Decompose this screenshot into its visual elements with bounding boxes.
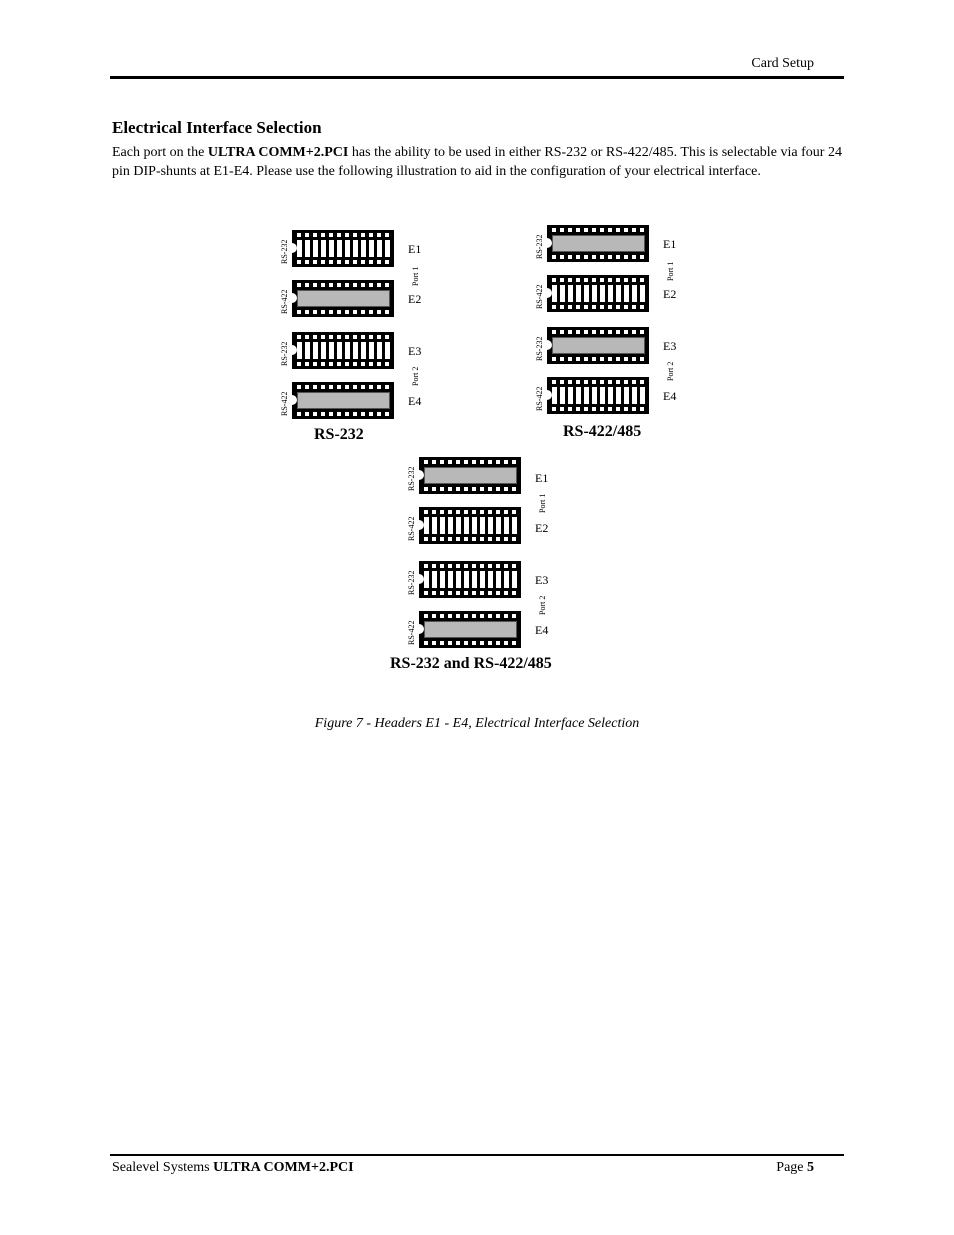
header-label: E3 (408, 344, 422, 358)
dip-chip (419, 507, 521, 544)
pin-row (424, 591, 517, 595)
side-label: RS-232 (535, 234, 544, 259)
header-e1 (419, 457, 521, 494)
port-label: Port 1 (666, 261, 675, 281)
pin-row (424, 641, 517, 645)
pin-row (297, 362, 390, 366)
dip-body-g2-h2 (424, 571, 517, 588)
pin-row (297, 283, 390, 287)
pin-row (552, 407, 645, 411)
running-header: Card Setup (751, 56, 814, 71)
dip-body-g0-h2 (297, 342, 390, 359)
header-e2 (419, 507, 521, 544)
pin-row (552, 380, 645, 384)
dip-body-g1-h0 (552, 235, 645, 252)
dip-chip (547, 225, 649, 262)
side-label: RS-232 (280, 239, 289, 264)
pin-row (297, 260, 390, 264)
dip-chip (419, 611, 521, 648)
port-label: Port 2 (666, 361, 675, 381)
pin-row (297, 335, 390, 339)
config-title: RS-232 and RS-422/485 (390, 655, 552, 672)
side-label: RS-422 (407, 516, 416, 541)
side-label: RS-422 (407, 620, 416, 645)
footer-page-label: Page (776, 1160, 807, 1175)
dip-body-g0-h0 (297, 240, 390, 257)
footer-rule (110, 1154, 844, 1156)
dip-chip (292, 332, 394, 369)
pin-row (297, 385, 390, 389)
section-title: Electrical Interface Selection (112, 118, 322, 137)
header-e3 (292, 332, 394, 369)
pin-row (424, 614, 517, 618)
pin-row (424, 487, 517, 491)
pin-row (552, 228, 645, 232)
side-label: RS-422 (535, 284, 544, 309)
pin-row (297, 412, 390, 416)
side-label: RS-232 (535, 336, 544, 361)
side-label: RS-422 (280, 391, 289, 416)
intro-product: ULTRA COMM+2.PCI (207, 145, 349, 160)
pin-row (552, 255, 645, 259)
header-label: E1 (408, 242, 422, 256)
header-label: E4 (535, 623, 549, 637)
header-label: E1 (663, 237, 677, 251)
config-title: RS-422/485 (563, 423, 642, 440)
port-label: Port 2 (411, 366, 420, 386)
port-label: Port 1 (538, 493, 547, 513)
dip-chip (419, 457, 521, 494)
port-label: Port 2 (538, 595, 547, 615)
header-e4 (292, 382, 394, 419)
header-e1 (547, 225, 649, 262)
header-label: E1 (535, 471, 549, 485)
side-label: RS-232 (407, 570, 416, 595)
intro-paragraph (112, 144, 842, 181)
header-e4 (547, 377, 649, 414)
dip-body-g2-h3 (424, 621, 517, 638)
dip-body-g1-h3 (552, 387, 645, 404)
config-mixed (390, 457, 587, 677)
side-label: RS-232 (280, 341, 289, 366)
dip-chip (547, 275, 649, 312)
side-label: RS-232 (407, 466, 416, 491)
header-e3 (419, 561, 521, 598)
config-title: RS-232 (314, 426, 364, 443)
pin-row (424, 510, 517, 514)
dip-chip (292, 280, 394, 317)
header-e4 (419, 611, 521, 648)
header-label: E3 (663, 339, 677, 353)
config-rs232 (280, 230, 460, 450)
header-e1 (292, 230, 394, 267)
header-label: E4 (408, 394, 422, 408)
header-e3 (547, 327, 649, 364)
dip-body-g2-h1 (424, 517, 517, 534)
pin-row (552, 357, 645, 361)
dip-chip (547, 327, 649, 364)
header-e2 (547, 275, 649, 312)
header-rule (110, 76, 844, 79)
dip-body-g1-h1 (552, 285, 645, 302)
pin-row (552, 278, 645, 282)
intro-post: has the ability to be used in either RS-232 or RS-422/485. This is selectable via four 24 pin DIP-shunts at E1-E4. Please use the following illustration to aid in the configuration of your electrical interface. (112, 145, 842, 179)
header-label: E4 (663, 389, 677, 403)
port-label: Port 1 (411, 266, 420, 286)
footer-company: Sealevel Systems (112, 1160, 214, 1175)
pin-row (297, 233, 390, 237)
dip-chip (292, 382, 394, 419)
header-e2 (292, 280, 394, 317)
pin-row (424, 537, 517, 541)
dip-body-g1-h2 (552, 337, 645, 354)
config-rs422-485 (535, 225, 715, 445)
header-label: E2 (663, 287, 677, 301)
footer-left (112, 1160, 354, 1176)
side-label: RS-422 (535, 386, 544, 411)
dip-body-g2-h0 (424, 467, 517, 484)
header-label: E2 (535, 521, 549, 535)
pin-row (424, 460, 517, 464)
header-label: E3 (535, 573, 549, 587)
footer-page-number: 5 (807, 1160, 814, 1175)
dip-chip (292, 230, 394, 267)
intro-pre: Each port on the (112, 145, 208, 160)
dip-chip (419, 561, 521, 598)
dip-chip (547, 377, 649, 414)
footer-product: ULTRA COMM+2.PCI (213, 1160, 354, 1175)
pin-row (552, 330, 645, 334)
side-label: RS-422 (280, 289, 289, 314)
pin-row (424, 564, 517, 568)
dip-body-g0-h3 (297, 392, 390, 409)
footer-page (776, 1160, 814, 1176)
dip-body-g0-h1 (297, 290, 390, 307)
pin-row (297, 310, 390, 314)
pin-row (552, 305, 645, 309)
figure-caption: Figure 7 - Headers E1 - E4, Electrical Interface Selection (314, 716, 640, 731)
header-label: E2 (408, 292, 422, 306)
